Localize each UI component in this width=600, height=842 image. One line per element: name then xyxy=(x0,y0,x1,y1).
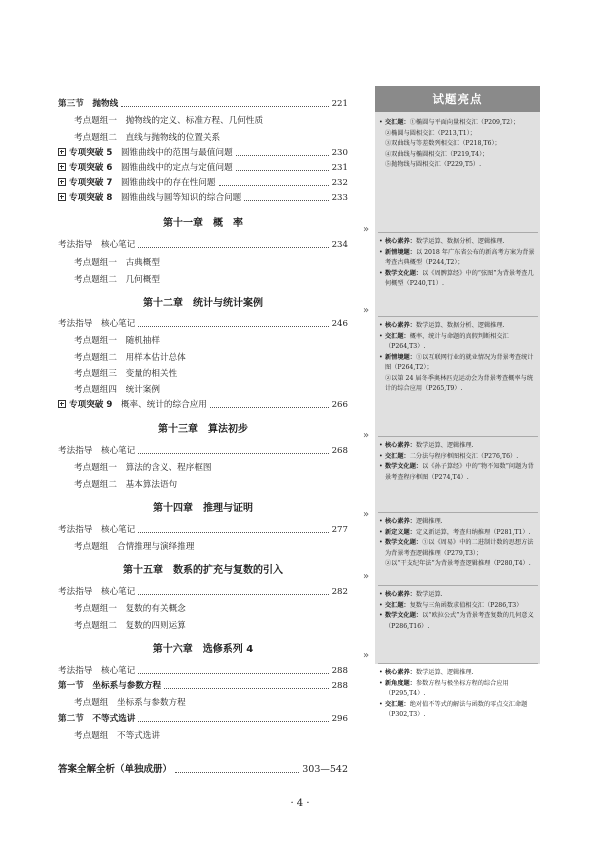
special-topic-label xyxy=(58,146,233,160)
toc-entry[interactable] xyxy=(58,131,348,145)
highlight-text: ③双曲线与等差数列相交汇（P218,T6）； xyxy=(385,140,501,147)
toc-entry[interactable] xyxy=(58,712,348,726)
page-ref: 266 xyxy=(331,400,348,410)
toc-entry[interactable] xyxy=(58,273,348,287)
leader-dots xyxy=(138,673,328,674)
highlight-item xyxy=(378,700,535,721)
highlight-text: 数学运算. xyxy=(415,591,443,598)
section-title: 第三节 抛物线 xyxy=(58,99,119,109)
chevron-right-icon: » xyxy=(363,224,370,235)
topic-group-label: 考点题组二 复数的四则运算 xyxy=(74,621,186,631)
highlight-text: ④双曲线与椭圆相交汇（P219,T4）； xyxy=(385,150,489,158)
highlight-item xyxy=(378,559,535,570)
special-topic-title: 圆锥曲线中的存在性问题 xyxy=(112,178,216,188)
highlight-tag: 数学文化题： xyxy=(385,269,423,277)
topic-group-label: 考点题组 不等式选讲 xyxy=(74,731,160,741)
highlight-text: ②椭圆与圆相交汇（P213,T1）； xyxy=(385,129,476,137)
expand-icon xyxy=(58,193,66,201)
highlight-text: ⑤抛物线与圆相交汇（P229,T5）. xyxy=(385,161,482,168)
page-number: · 4 · xyxy=(290,798,310,809)
special-topic-title: 概率、统计的综合应用 xyxy=(112,400,207,410)
leader-dots xyxy=(138,594,328,595)
highlight-text: 逻辑推理. xyxy=(415,518,443,525)
toc-entry[interactable] xyxy=(58,334,348,348)
toc-entry[interactable] xyxy=(58,114,348,128)
page-ref: 233 xyxy=(331,193,348,203)
expand-icon xyxy=(58,400,66,408)
toc-entry[interactable] xyxy=(58,367,348,381)
toc-entry[interactable] xyxy=(58,602,348,616)
toc-entry[interactable] xyxy=(58,619,348,633)
guide-label: 考法指导 核心笔记 xyxy=(58,446,136,456)
chapter-title: 第十二章 统计与统计案例 xyxy=(143,298,263,309)
leader-dots xyxy=(236,155,329,156)
topic-group-label: 考点题组三 变量的相关性 xyxy=(74,369,178,379)
chapter-title: 第十一章 概 率 xyxy=(163,218,243,229)
page-ref: 230 xyxy=(331,148,348,158)
highlight-tag: 交汇题： xyxy=(385,700,410,708)
leader-dots xyxy=(138,532,328,533)
toc-entry[interactable] xyxy=(58,461,348,475)
leader-dots xyxy=(236,170,329,171)
toc-entry[interactable] xyxy=(58,256,348,270)
highlight-item xyxy=(378,150,535,161)
guide-label: 考法指导 核心笔记 xyxy=(58,666,136,676)
highlight-text: 以《孙子算经》中的“物不知数”问题为背景考查程序框图（P274,T4）. xyxy=(385,463,534,481)
highlight-tag: 核心素养： xyxy=(385,238,416,245)
highlight-text: 定义新运算，考查归纳推理（P281,T1）. xyxy=(415,528,531,536)
highlight-tag: 新情境题： xyxy=(385,248,416,256)
highlight-item xyxy=(378,679,535,700)
topic-group-label: 考点题组一 古典概型 xyxy=(74,258,160,268)
highlight-group xyxy=(378,118,535,171)
separator xyxy=(378,436,538,437)
chevron-right-icon: » xyxy=(363,430,370,441)
expand-icon xyxy=(58,148,66,156)
highlight-item xyxy=(378,321,535,332)
highlight-item xyxy=(378,129,535,140)
page-ref: 288 xyxy=(331,666,348,676)
highlight-tag: 核心素养： xyxy=(385,518,416,525)
page-ref: 232 xyxy=(331,178,348,188)
toc-entry[interactable] xyxy=(58,664,348,678)
highlight-group xyxy=(378,321,535,395)
highlight-tag: 交汇题： xyxy=(385,332,410,340)
special-topic-number: 专项突破 6 xyxy=(69,163,113,173)
guide-label: 考法指导 核心笔记 xyxy=(58,240,136,250)
highlight-tag: 数学文化题： xyxy=(385,539,423,546)
toc-entry[interactable] xyxy=(58,351,348,365)
highlight-item xyxy=(378,139,535,150)
topic-group-label: 考点题组二 几何概型 xyxy=(74,275,160,285)
highlight-tag: 交汇题： xyxy=(385,601,410,609)
highlight-item xyxy=(378,269,535,290)
toc-entry[interactable] xyxy=(58,191,348,205)
highlights-title: 试题亮点 xyxy=(375,86,540,112)
highlight-text: 复数与三角函数求值相交汇（P286,T3） xyxy=(409,601,523,609)
highlight-text: ②以第 24 届冬季奥林匹克运动会为背景考查概率与统计的综合应用（P265,T9）. xyxy=(385,374,533,392)
separator xyxy=(378,663,538,664)
separator xyxy=(378,585,538,586)
topic-group-label: 考点题组一 算法的含义、程序框图 xyxy=(74,463,212,473)
special-topic-label xyxy=(58,191,241,205)
topic-group-label: 考点题组 坐标系与参数方程 xyxy=(74,698,186,708)
highlight-item xyxy=(378,353,535,374)
toc-entry[interactable] xyxy=(58,540,348,554)
topic-group-label: 考点题组四 统计案例 xyxy=(74,385,160,395)
toc-entry[interactable] xyxy=(58,97,348,111)
highlight-text: ①以互联网行业的就业情况为背景考查统计图（P264,T2）； xyxy=(385,353,534,371)
special-topic-title: 圆锥曲线中的定点与定值问题 xyxy=(112,163,233,173)
leader-dots xyxy=(164,688,328,689)
highlight-text: 数学运算、逻辑推理. xyxy=(415,442,474,449)
topic-group-label: 考点题组一 随机抽样 xyxy=(74,336,160,346)
highlight-tag: 核心素养： xyxy=(385,322,416,329)
highlight-tag: 新定义题： xyxy=(385,528,416,536)
topic-group-label: 考点题组 合情推理与演绎推理 xyxy=(74,542,195,552)
highlight-item xyxy=(378,601,535,612)
special-topic-title: 圆锥曲线与圆等知识的综合问题 xyxy=(112,193,242,203)
highlight-tag: 新角度题： xyxy=(385,679,416,687)
leader-dots xyxy=(121,106,328,107)
leader-dots xyxy=(138,453,328,454)
highlight-tag: 数学文化题： xyxy=(385,463,423,470)
special-topic-number: 专项突破 7 xyxy=(69,178,113,188)
toc-entry[interactable] xyxy=(58,383,348,397)
toc-entry[interactable] xyxy=(58,398,348,412)
toc-entry[interactable] xyxy=(58,146,348,160)
highlight-item xyxy=(378,332,535,353)
highlight-tag: 核心素养： xyxy=(385,591,416,598)
chevron-right-icon: » xyxy=(363,571,370,582)
highlight-text: 绝对值不等式的解法与函数的零点交汇命题（P302,T3）. xyxy=(385,700,528,718)
page-ref: 282 xyxy=(331,587,348,597)
special-topic-title: 圆锥曲线中的范围与最值问题 xyxy=(112,148,233,158)
topic-group-label: 考点题组二 直线与抛物线的位置关系 xyxy=(74,133,221,143)
toc-entry[interactable] xyxy=(58,317,348,331)
page-ref: 296 xyxy=(331,714,348,724)
highlight-text: 二分法与程序框图相交汇（P276,T6）. xyxy=(409,452,519,460)
special-topic-number: 专项突破 8 xyxy=(69,193,113,203)
highlight-item xyxy=(378,248,535,269)
highlight-text: ①以《周易》中的二进制计数的思想方法为背景考查逻辑推理（P279,T3）； xyxy=(385,539,534,557)
highlight-tag: 数学文化题： xyxy=(385,612,423,619)
highlight-item xyxy=(378,374,535,395)
highlight-text: ①椭圆与平面向量相交汇（P209,T2）； xyxy=(409,119,520,126)
separator xyxy=(378,316,538,317)
highlight-text: ②以“干支纪年法”为背景考查逻辑推理（P280,T4）. xyxy=(385,560,531,567)
special-topic-label xyxy=(58,398,207,412)
highlight-text: 数学运算、逻辑推理. xyxy=(415,669,474,676)
special-topic-label xyxy=(58,161,233,175)
toc-entry[interactable] xyxy=(58,176,348,190)
highlight-item xyxy=(378,237,535,248)
leader-dots xyxy=(219,185,329,186)
special-topic-label xyxy=(58,176,216,190)
highlight-tag: 核心素养： xyxy=(385,669,416,676)
answer-entry-page: 303—542 xyxy=(302,764,348,775)
page-ref: 288 xyxy=(331,681,348,691)
page-ref: 231 xyxy=(331,163,348,173)
highlight-item xyxy=(378,118,535,129)
leader-dots xyxy=(138,721,328,722)
highlight-group xyxy=(378,517,535,570)
leader-dots xyxy=(175,772,299,773)
highlight-item xyxy=(378,611,535,632)
chapter-title: 第十六章 选修系列 4 xyxy=(152,644,254,655)
section-title: 第二节 不等式选讲 xyxy=(58,714,136,724)
highlight-text: 概率、统计与命题的真假判断相交汇（P264,T3）. xyxy=(385,332,509,350)
answer-entry-label: 答案全解全析（单独成册） xyxy=(58,764,173,775)
toc-entry[interactable] xyxy=(58,444,348,458)
special-topic-number: 专项突破 9 xyxy=(69,400,113,410)
toc-entry[interactable] xyxy=(58,679,348,693)
leader-dots xyxy=(138,326,328,327)
separator xyxy=(378,232,538,233)
highlight-tag: 交汇题： xyxy=(385,452,410,460)
chapter-title: 第十五章 数系的扩充与复数的引入 xyxy=(123,565,283,576)
section-title: 第一节 坐标系与参数方程 xyxy=(58,681,162,691)
separator xyxy=(378,512,538,513)
toc-entry[interactable] xyxy=(58,478,348,492)
page-ref: 234 xyxy=(331,240,348,250)
answer-entry[interactable] xyxy=(58,762,348,778)
chapter-title: 第十四章 推理与证明 xyxy=(153,503,253,514)
highlight-text: 以 2018 年广东省公布的新高考方案为背景考查古典概型（P244,T2）； xyxy=(385,248,535,266)
highlight-text: 数学运算、数据分析、逻辑推理. xyxy=(415,322,505,329)
leader-dots xyxy=(210,407,329,408)
chevron-right-icon: » xyxy=(363,509,370,520)
special-topic-number: 专项突破 5 xyxy=(69,148,113,158)
toc-entry[interactable] xyxy=(58,585,348,599)
page-ref: 268 xyxy=(331,446,348,456)
expand-icon xyxy=(58,178,66,186)
highlight-item xyxy=(378,538,535,559)
page-ref: 246 xyxy=(331,319,348,329)
leader-dots xyxy=(138,247,328,248)
highlight-tag: 核心素养： xyxy=(385,442,416,449)
guide-label: 考法指导 核心笔记 xyxy=(58,525,136,535)
highlight-group xyxy=(378,441,535,483)
leader-dots xyxy=(244,200,328,201)
highlight-item xyxy=(378,528,535,539)
toc-entry[interactable] xyxy=(58,696,348,710)
highlight-text: 以“欧拉公式”为背景考查复数的几何意义（P286,T16）. xyxy=(385,612,534,630)
highlight-item xyxy=(378,452,535,463)
toc-entry[interactable] xyxy=(58,523,348,537)
highlight-item xyxy=(378,160,535,171)
highlight-group xyxy=(378,668,535,721)
chevron-right-icon: » xyxy=(363,305,370,316)
chapter-title: 第十三章 算法初步 xyxy=(158,424,248,435)
toc-entry[interactable] xyxy=(58,238,348,252)
topic-group-label: 考点题组一 复数的有关概念 xyxy=(74,604,186,614)
toc-entry[interactable] xyxy=(58,729,348,743)
highlight-item xyxy=(378,590,535,601)
page-ref: 277 xyxy=(331,525,348,535)
highlight-item xyxy=(378,517,535,528)
highlight-item xyxy=(378,668,535,679)
page-ref: 221 xyxy=(331,99,348,109)
highlight-group xyxy=(378,237,535,290)
topic-group-label: 考点题组二 用样本估计总体 xyxy=(74,353,186,363)
expand-icon xyxy=(58,163,66,171)
highlight-tag: 交汇题： xyxy=(385,119,410,126)
guide-label: 考法指导 核心笔记 xyxy=(58,319,136,329)
highlight-text: 以《周髀算经》中的“弦图”为背景考查几何概型（P240,T1）. xyxy=(385,269,534,287)
highlight-group xyxy=(378,590,535,632)
highlight-text: 参数方程与极坐标方程的综合应用（P295,T4）. xyxy=(385,679,509,697)
topic-group-label: 考点题组二 基本算法语句 xyxy=(74,480,178,490)
highlight-text: 数学运算、数据分析、逻辑推理. xyxy=(415,238,505,245)
highlight-tag: 新情境题： xyxy=(385,353,416,361)
highlight-item xyxy=(378,462,535,483)
guide-label: 考法指导 核心笔记 xyxy=(58,587,136,597)
topic-group-label: 考点题组一 抛物线的定义、标准方程、几何性质 xyxy=(74,116,264,126)
toc-entry[interactable] xyxy=(58,161,348,175)
chevron-right-icon: » xyxy=(363,650,370,661)
highlight-item xyxy=(378,441,535,452)
